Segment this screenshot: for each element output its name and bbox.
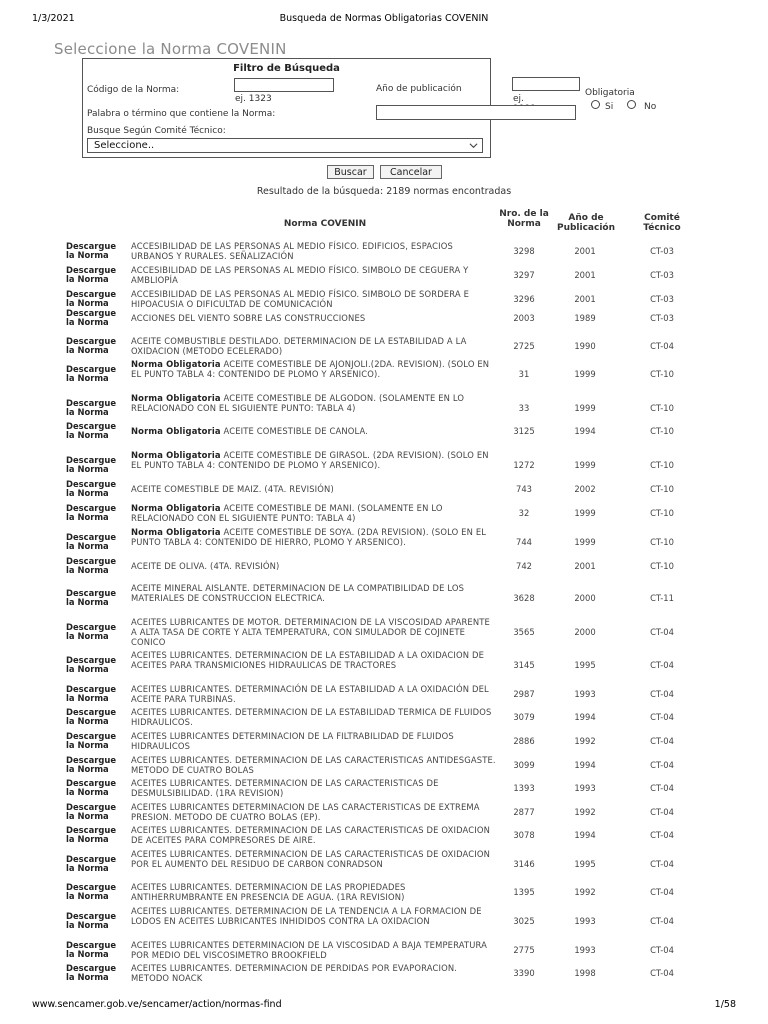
norma-name-cell bbox=[131, 849, 497, 869]
norma-name: ACCESIBILIDAD DE LAS PERSONAS AL MEDIO FÍSICO. SIMBOLO DE SORDERA E HIPOACUSIA O DIFICULTAD DE COMUNICACIÓN bbox=[131, 289, 470, 310]
norma-name: ACEITES LUBRICANTES. DETERMINACION DE LAS CARACTERISTICAS DE DESMULSIBILIDAD. (1RA REVISION) bbox=[131, 778, 439, 799]
publication-year: 1995 bbox=[574, 858, 596, 869]
norma-name-cell bbox=[131, 359, 497, 379]
norma-name-cell bbox=[131, 906, 497, 926]
download-link[interactable]: Descargue la Norma bbox=[66, 754, 117, 775]
header-anio: Año de Publicación bbox=[556, 213, 616, 233]
search-filter-panel bbox=[82, 58, 657, 158]
comite-code: CT-10 bbox=[650, 507, 674, 518]
norma-number: 33 bbox=[518, 402, 530, 413]
norma-name: ACEITE COMESTIBLE DE SOYA. (2DA REVISION). (SOLO EN EL PUNTO TABLA 4: CONTENIDO DE HIERRO, PLOMO Y ARSENICO). bbox=[131, 527, 487, 548]
codigo-input[interactable] bbox=[234, 78, 334, 92]
codigo-label: Código de la Norma: bbox=[87, 85, 180, 95]
publication-year: 2002 bbox=[574, 483, 596, 494]
publication-year: 2000 bbox=[574, 592, 596, 603]
norma-name-cell bbox=[131, 731, 497, 751]
print-url: www.sencamer.gob.ve/sencamer/action/normas-find bbox=[32, 999, 282, 1010]
comite-code: CT-04 bbox=[650, 829, 674, 840]
norma-number: 2987 bbox=[513, 688, 535, 699]
norma-name: ACEITES LUBRICANTES. DETERMINACION DE PERDIDAS POR EVAPORACION. METODO NOACK bbox=[131, 963, 458, 984]
norma-name-cell bbox=[131, 617, 497, 648]
norma-name-cell bbox=[131, 336, 497, 356]
download-link[interactable]: Descargue la Norma bbox=[66, 555, 117, 576]
comite-code: CT-04 bbox=[650, 688, 674, 699]
publication-year: 1999 bbox=[574, 459, 596, 470]
download-link[interactable]: Descargue la Norma bbox=[66, 531, 117, 552]
norma-name-cell bbox=[131, 802, 497, 822]
filter-title: Filtro de Búsqueda bbox=[233, 63, 340, 74]
comite-code: CT-04 bbox=[650, 735, 674, 746]
norma-name-cell bbox=[131, 450, 497, 470]
publication-year: 1999 bbox=[574, 402, 596, 413]
publication-year: 1992 bbox=[574, 886, 596, 897]
norma-name: ACEITES LUBRICANTES. DETERMINACIÓN DE LA ESTABILIDAD A LA OXIDACIÓN DEL ACEITE PARA TURBINAS. bbox=[131, 684, 489, 705]
publication-year: 2001 bbox=[574, 269, 596, 280]
norma-name: ACEITES LUBRICANTES. DETERMINACION DE LAS CARACTERISTICAS DE OXIDACION POR EL AUMENTO DEL RESIDUO DE CARBON CONRADSON bbox=[131, 849, 491, 870]
download-link[interactable]: Descargue la Norma bbox=[66, 939, 117, 960]
download-link[interactable]: Descargue la Norma bbox=[66, 502, 117, 523]
publication-year: 2001 bbox=[574, 560, 596, 571]
norma-name-cell bbox=[131, 289, 497, 309]
norma-name: ACEITE COMESTIBLE DE MANI. (SOLAMENTE EN LO RELACIONADO CON EL SIGUIENTE PUNTO: TABLA 4) bbox=[131, 503, 443, 524]
norma-number: 3565 bbox=[513, 626, 535, 637]
download-link[interactable]: Descargue la Norma bbox=[66, 801, 117, 822]
palabra-input[interactable] bbox=[376, 105, 576, 120]
norma-name-cell bbox=[131, 241, 497, 261]
header-nro: Nro. de la Norma bbox=[499, 209, 549, 229]
download-link[interactable]: Descargue la Norma bbox=[66, 881, 117, 902]
download-link[interactable]: Descargue la Norma bbox=[66, 910, 117, 931]
norma-number: 3390 bbox=[513, 967, 535, 978]
radio-si[interactable] bbox=[591, 100, 600, 109]
norma-number: 2003 bbox=[513, 312, 535, 323]
norma-number: 3078 bbox=[513, 829, 535, 840]
norma-name-cell bbox=[131, 583, 497, 603]
print-title: Busqueda de Normas Obligatorias COVENIN bbox=[279, 13, 489, 24]
comite-code: CT-11 bbox=[650, 592, 674, 603]
publication-year: 1999 bbox=[574, 536, 596, 547]
publication-year: 1993 bbox=[574, 688, 596, 699]
comite-code: CT-04 bbox=[650, 915, 674, 926]
obligatoria-prefix: Norma Obligatoria bbox=[131, 426, 221, 436]
download-link[interactable]: Descargue la Norma bbox=[66, 240, 117, 261]
radio-si-label: Si bbox=[605, 102, 614, 112]
norma-name-cell bbox=[131, 484, 497, 494]
publication-year: 2000 bbox=[574, 626, 596, 637]
palabra-label: Palabra o término que contiene la Norma: bbox=[87, 109, 276, 119]
norma-name-cell bbox=[131, 650, 497, 670]
comite-select-value: Seleccione.. bbox=[94, 140, 155, 151]
header-comite: Comité Técnico bbox=[643, 213, 681, 233]
norma-number: 3099 bbox=[513, 759, 535, 770]
comite-code: CT-04 bbox=[650, 806, 674, 817]
comite-code: CT-03 bbox=[650, 312, 674, 323]
publication-year: 1989 bbox=[574, 312, 596, 323]
publication-year: 1993 bbox=[574, 915, 596, 926]
norma-name: ACEITES LUBRICANTES DETERMINACION DE LAS CARACTERISTICAS DE EXTREMA PRESION. METODO DE CUATRO BOLAS (EP). bbox=[131, 802, 480, 823]
download-link[interactable]: Descargue la Norma bbox=[66, 777, 117, 798]
norma-name: ACEITES LUBRICANTES. DETERMINACION DE LAS PROPIEDADES ANTIHERRUMBRANTE EN PRESENCIA DE AGUA. (1RA REVISION) bbox=[131, 882, 406, 903]
anio-hint: ej. bbox=[513, 94, 524, 104]
codigo-hint: ej. 1323 bbox=[235, 94, 272, 104]
publication-year: 2001 bbox=[574, 245, 596, 256]
comite-code: CT-04 bbox=[650, 944, 674, 955]
download-link[interactable]: Descargue la Norma bbox=[66, 706, 117, 727]
norma-name-cell bbox=[131, 825, 497, 845]
anio-input[interactable] bbox=[512, 77, 580, 91]
result-count: Resultado de la búsqueda: 2189 normas encontradas bbox=[256, 186, 512, 197]
download-link[interactable]: Descargue la Norma bbox=[66, 587, 117, 608]
norma-number: 3296 bbox=[513, 293, 535, 304]
publication-year: 1990 bbox=[574, 340, 596, 351]
comite-code: CT-04 bbox=[650, 711, 674, 722]
norma-name-cell bbox=[131, 561, 497, 571]
norma-name-cell bbox=[131, 963, 497, 983]
download-link[interactable]: Descargue la Norma bbox=[66, 264, 117, 285]
publication-year: 1994 bbox=[574, 829, 596, 840]
comite-code: CT-10 bbox=[650, 425, 674, 436]
norma-number: 3125 bbox=[513, 425, 535, 436]
download-link[interactable]: Descargue la Norma bbox=[66, 962, 117, 983]
norma-name-cell bbox=[131, 313, 497, 323]
norma-number: 3297 bbox=[513, 269, 535, 280]
publication-year: 1993 bbox=[574, 944, 596, 955]
norma-number: 1272 bbox=[513, 459, 535, 470]
norma-name: ACEITES LUBRICANTES DETERMINACION DE LA VISCOSIDAD A BAJA TEMPERATURA POR MEDIO DEL VISCOSIMETRO BROOKFIELD bbox=[131, 940, 488, 961]
obligatoria-prefix: Norma Obligatoria bbox=[131, 503, 221, 513]
norma-name-cell bbox=[131, 527, 497, 547]
norma-name-cell bbox=[131, 707, 497, 727]
norma-name: ACEITES LUBRICANTES DETERMINACION DE LA FILTRABILIDAD DE FLUIDOS HIDRAULICOS bbox=[131, 731, 454, 752]
publication-year: 1992 bbox=[574, 735, 596, 746]
norma-name: ACEITE COMESTIBLE DE MAIZ. (4TA. REVISIÓN) bbox=[131, 484, 334, 494]
download-link[interactable]: Descargue la Norma bbox=[66, 335, 117, 356]
comite-code: CT-04 bbox=[650, 659, 674, 670]
norma-name: ACCESIBILIDAD DE LAS PERSONAS AL MEDIO FÍSICO. EDIFICIOS, ESPACIOS URBANOS Y RURALES. SEÑALIZACIÓN bbox=[131, 241, 453, 262]
norma-name: ACEITE DE OLIVA. (4TA. REVISIÓN) bbox=[131, 561, 280, 571]
comite-code: CT-04 bbox=[650, 340, 674, 351]
comite-label: Busque Según Comité Técnico: bbox=[87, 126, 226, 136]
norma-number: 32 bbox=[518, 507, 530, 518]
publication-year: 1994 bbox=[574, 425, 596, 436]
comite-code: CT-04 bbox=[650, 759, 674, 770]
norma-number: 3628 bbox=[513, 592, 535, 603]
print-header bbox=[32, 13, 736, 27]
norma-number: 2877 bbox=[513, 806, 535, 817]
comite-code: CT-04 bbox=[650, 626, 674, 637]
norma-name: ACEITE COMESTIBLE DE CANOLA. bbox=[223, 426, 369, 436]
download-link[interactable]: Descargue la Norma bbox=[66, 454, 117, 475]
norma-name: ACEITES LUBRICANTES DE MOTOR. DETERMINACION DE LA VISCOSIDAD APARENTE A ALTA TASA DE CORTE Y ALTA TEMPERATURA, CON SIMULADOR DE COJINETE CONICO bbox=[131, 617, 490, 648]
comite-code: CT-10 bbox=[650, 368, 674, 379]
comite-code: CT-03 bbox=[650, 293, 674, 304]
norma-number: 1393 bbox=[513, 782, 535, 793]
norma-name: ACCIONES DEL VIENTO SOBRE LAS CONSTRUCCIONES bbox=[131, 313, 366, 323]
download-link[interactable]: Descargue la Norma bbox=[66, 478, 117, 499]
comite-code: CT-10 bbox=[650, 459, 674, 470]
norma-name: ACEITES LUBRICANTES. DETERMINACION DE LAS CARACTERISTICAS DE OXIDACION DE ACEITES PARA COMPRESORES DE AIRE. bbox=[131, 825, 491, 846]
publication-year: 2001 bbox=[574, 293, 596, 304]
norma-number: 2886 bbox=[513, 735, 535, 746]
norma-name-cell bbox=[131, 393, 497, 413]
comite-code: CT-10 bbox=[650, 483, 674, 494]
comite-code: CT-03 bbox=[650, 245, 674, 256]
norma-number: 744 bbox=[516, 536, 532, 547]
download-link[interactable]: Descargue la Norma bbox=[66, 683, 117, 704]
norma-name: ACEITE COMESTIBLE DE GIRASOL. (2DA REVISION). (SOLO EN EL PUNTO TABLA 4: CONTENIDO DE PLOMO Y ARSENICO). bbox=[131, 450, 489, 471]
norma-name-cell bbox=[131, 882, 497, 902]
download-link[interactable]: Descargue la Norma bbox=[66, 853, 117, 874]
print-date: 1/3/2021 bbox=[32, 13, 75, 24]
norma-number: 742 bbox=[516, 560, 532, 571]
comite-code: CT-04 bbox=[650, 886, 674, 897]
norma-name-cell bbox=[131, 684, 497, 704]
publication-year: 1993 bbox=[574, 782, 596, 793]
publication-year: 1992 bbox=[574, 806, 596, 817]
cancelar-button[interactable]: Cancelar bbox=[380, 165, 442, 179]
norma-name: ACCESIBILIDAD DE LAS PERSONAS AL MEDIO FÍSICO. SIMBOLO DE CEGUERA Y AMBLIOPÍA bbox=[131, 265, 469, 286]
print-page: 1/58 bbox=[714, 999, 736, 1010]
norma-number: 2775 bbox=[513, 944, 535, 955]
page-title: Seleccione la Norma COVENIN bbox=[54, 40, 287, 58]
norma-name-cell bbox=[131, 778, 497, 798]
publication-year: 1995 bbox=[574, 659, 596, 670]
norma-number: 743 bbox=[516, 483, 532, 494]
norma-number: 2725 bbox=[513, 340, 535, 351]
buscar-button[interactable]: Buscar bbox=[327, 165, 374, 179]
publication-year: 1998 bbox=[574, 967, 596, 978]
norma-name: ACEITES LUBRICANTES. DETERMINACION DE LA ESTABILIDAD TERMICA DE FLUIDOS HIDRAULICOS. bbox=[131, 707, 492, 728]
obligatoria-label: Obligatoria bbox=[585, 88, 635, 98]
print-footer bbox=[32, 999, 736, 1013]
norma-number: 3298 bbox=[513, 245, 535, 256]
download-link[interactable]: Descargue la Norma bbox=[66, 307, 117, 328]
publication-year: 1994 bbox=[574, 711, 596, 722]
norma-name-cell bbox=[131, 503, 497, 523]
obligatoria-prefix: Norma Obligatoria bbox=[131, 450, 221, 460]
obligatoria-prefix: Norma Obligatoria bbox=[131, 393, 221, 403]
norma-name: ACEITES LUBRICANTES. DETERMINACION DE LA TENDENCIA A LA FORMACION DE LODOS EN ACEITES LUBRICANTES INHIDIDOS CONTRA LA OXIDACION bbox=[131, 906, 482, 927]
norma-name: ACEITE COMESTIBLE DE AJONJOLI.(2DA. REVISION). (SOLO EN EL PUNTO TABLA 4: CONTENIDO DE PLOMO Y ARSENICO). bbox=[131, 359, 490, 380]
norma-number: 3079 bbox=[513, 711, 535, 722]
norma-name-cell bbox=[131, 265, 497, 285]
norma-name: ACEITES LUBRICANTES. DETERMINACION DE LA ESTABILIDAD A LA OXIDACION DE ACEITES PARA TRANSMICIONES HIDRAULICAS DE TRACTORES bbox=[131, 650, 485, 671]
obligatoria-prefix: Norma Obligatoria bbox=[131, 527, 221, 537]
header-norma: Norma COVENIN bbox=[283, 219, 367, 229]
chevron-down-icon bbox=[469, 141, 478, 150]
norma-name: ACEITE COMESTIBLE DE ALGODON. (SOLAMENTE EN LO RELACIONADO CON EL SIGUIENTE PUNTO: TABLA 4) bbox=[131, 393, 465, 414]
comite-code: CT-03 bbox=[650, 269, 674, 280]
norma-name: ACEITES LUBRICANTES. DETERMINACION DE LAS CARACTERISTICAS ANTIDESGASTE. METODO DE CUATRO BOLAS bbox=[131, 755, 496, 776]
norma-number: 3146 bbox=[513, 858, 535, 869]
radio-no-label: No bbox=[644, 102, 657, 112]
comite-code: CT-04 bbox=[650, 967, 674, 978]
comite-code: CT-04 bbox=[650, 858, 674, 869]
download-link[interactable]: Descargue la Norma bbox=[66, 730, 117, 751]
norma-name-cell bbox=[131, 755, 497, 775]
download-link[interactable]: Descargue la Norma bbox=[66, 288, 117, 309]
download-link[interactable]: Descargue la Norma bbox=[66, 420, 117, 441]
obligatoria-prefix: Norma Obligatoria bbox=[131, 359, 221, 369]
table-header bbox=[0, 209, 768, 241]
norma-name: ACEITE MINERAL AISLANTE. DETERMINACION DE LA COMPATIBILIDAD DE LOS MATERIALES DE CONSTRUCCION ELECTRICA. bbox=[131, 583, 465, 604]
norma-name: ACEITE COMBUSTIBLE DESTILADO. DETERMINACION DE LA ESTABILIDAD A LA OXIDACION (METODO ECELERADO) bbox=[131, 336, 467, 357]
norma-name-cell bbox=[131, 940, 497, 960]
download-link[interactable]: Descargue la Norma bbox=[66, 654, 117, 675]
download-link[interactable]: Descargue la Norma bbox=[66, 621, 117, 642]
download-link[interactable]: Descargue la Norma bbox=[66, 824, 117, 845]
publication-year: 1994 bbox=[574, 759, 596, 770]
anio-label: Año de publicación bbox=[376, 84, 462, 94]
comite-code: CT-04 bbox=[650, 782, 674, 793]
norma-number: 31 bbox=[518, 368, 530, 379]
comite-code: CT-10 bbox=[650, 560, 674, 571]
publication-year: 1999 bbox=[574, 368, 596, 379]
norma-number: 3145 bbox=[513, 659, 535, 670]
norma-number: 1395 bbox=[513, 886, 535, 897]
norma-number: 3025 bbox=[513, 915, 535, 926]
radio-no[interactable] bbox=[627, 100, 636, 109]
norma-name-cell bbox=[131, 426, 497, 436]
download-link[interactable]: Descargue la Norma bbox=[66, 363, 117, 384]
comite-code: CT-10 bbox=[650, 402, 674, 413]
comite-code: CT-10 bbox=[650, 536, 674, 547]
download-link[interactable]: Descargue la Norma bbox=[66, 397, 117, 418]
comite-select[interactable] bbox=[87, 138, 483, 153]
publication-year: 1999 bbox=[574, 507, 596, 518]
